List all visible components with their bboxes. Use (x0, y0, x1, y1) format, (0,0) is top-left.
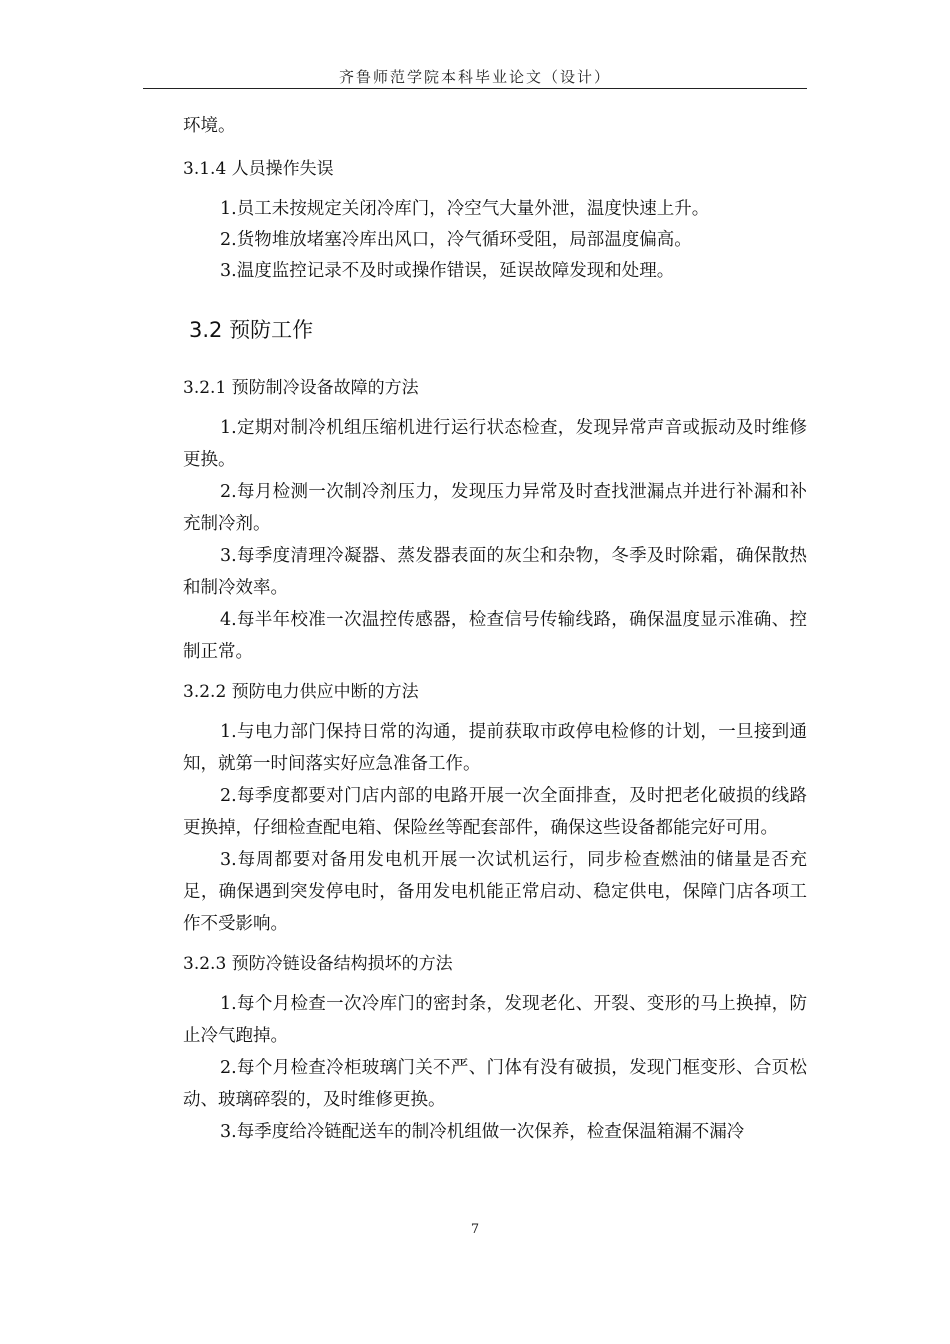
heading-3-2-3: 3.2.3 预防冷链设备结构损坏的方法 (183, 954, 453, 974)
paragraph-3-2-2-3: 3.每周都要对备用发电机开展一次试机运行，同步检查燃油的储量是否充足，确保遇到突发停电时，备用发电机能正常启动、稳定供电，保障门店各项工作不受影响。 (183, 850, 807, 934)
heading-3-2: 3.2 预防工作 (189, 318, 314, 342)
paragraph-3-2-1-1: 1.定期对制冷机组压缩机进行运行状态检查，发现异常声音或振动及时维修更换。 (183, 418, 807, 470)
page-body (183, 110, 807, 1148)
paragraph-3-2-3-2: 2.每个月检查冷柜玻璃门关不严、门体有没有破损，发现门框变形、合页松动、玻璃碎裂的，及时维修更换。 (183, 1058, 807, 1110)
page-number: 7 (470, 1222, 480, 1237)
paragraph-3-2-3-1: 1.每个月检查一次冷库门的密封条，发现老化、开裂、变形的马上换掉，防止冷气跑掉。 (183, 994, 807, 1046)
paragraph-3-2-1-3: 3.每季度清理冷凝器、蒸发器表面的灰尘和杂物，冬季及时除霜，确保散热和制冷效率。 (183, 546, 807, 598)
paragraph-3-1-4-2: 2.货物堆放堵塞冷库出风口，冷气循环受阻，局部温度偏高。 (220, 230, 692, 250)
paragraph-3-2-1-4: 4.每半年校准一次温控传感器，检查信号传输线路，确保温度显示准确、控制正常。 (183, 610, 807, 662)
continuation-text: 环境。 (183, 116, 236, 136)
paragraph-3-1-4-3: 3.温度监控记录不及时或操作错误，延误故障发现和处理。 (220, 261, 675, 281)
heading-3-2-1: 3.2.1 预防制冷设备故障的方法 (183, 378, 419, 398)
paragraph-3-2-1-2: 2.每月检测一次制冷剂压力，发现压力异常及时查找泄漏点并进行补漏和补充制冷剂。 (183, 482, 807, 534)
paragraph-3-2-3-3: 3.每季度给冷链配送车的制冷机组做一次保养，检查保温箱漏不漏冷 (220, 1122, 745, 1142)
heading-3-1-4: 3.1.4 人员操作失误 (183, 159, 334, 179)
paragraph-3-2-2-1: 1.与电力部门保持日常的沟通，提前获取市政停电检修的计划，一旦接到通知，就第一时间落实好应急准备工作。 (183, 722, 807, 774)
paragraph-3-2-2-2: 2.每季度都要对门店内部的电路开展一次全面排查，及时把老化破损的线路更换掉，仔细检查配电箱、保险丝等配套部件，确保这些设备都能完好可用。 (183, 786, 807, 838)
header-rule (143, 88, 807, 89)
heading-3-2-2: 3.2.2 预防电力供应中断的方法 (183, 682, 419, 702)
paragraph-3-1-4-1: 1.员工未按规定关闭冷库门，冷空气大量外泄，温度快速上升。 (220, 199, 710, 219)
running-header: 齐鲁师范学院本科毕业论文（设计） (338, 68, 611, 86)
